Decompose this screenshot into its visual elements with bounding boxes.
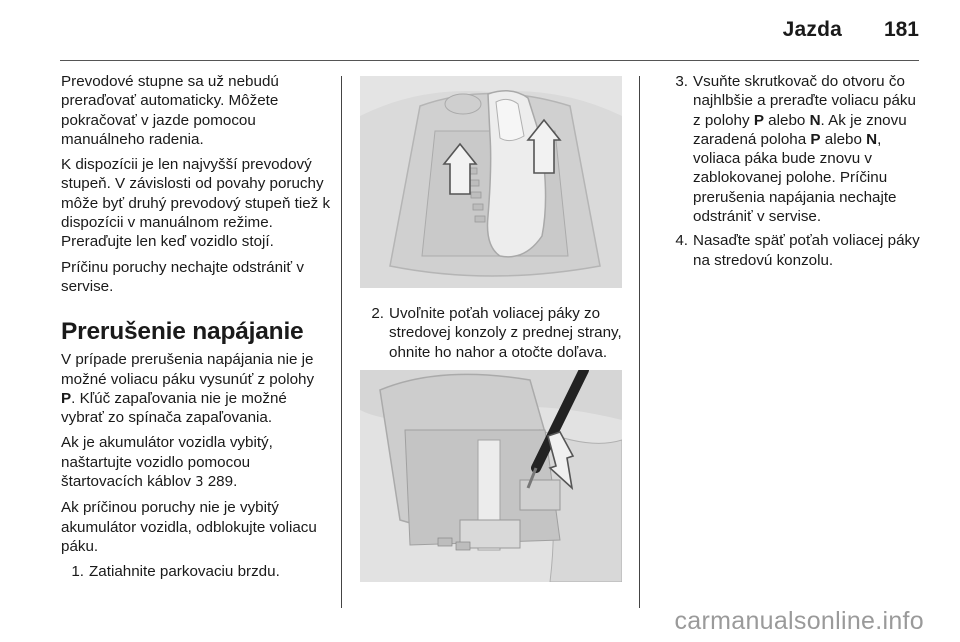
step-3: 3. Vsuňte skrutkovač do otvoru čo najhlbšie a preraďte voliacu páku z polohy P alebo N. Ak je znovu zaradená poloha P alebo N, voliaca páka bude znovu v zablokovanej polohe. Príčinu prerušenia napájania nechajte odstrániť v servise. — [675, 73, 916, 226]
figure-screwdriver — [360, 370, 622, 582]
column-divider-1 — [341, 76, 342, 608]
column-3 — [664, 72, 926, 275]
step-2: 2. Uvoľnite poťah voliacej páky zo stredovej konzoly z prednej strany, ohnite ho nahor a otočte doľava. — [371, 305, 622, 361]
page-number: 181 — [883, 18, 919, 41]
section-heading: Prerušenie napájanie — [61, 318, 304, 346]
step-1: 1. Zatiahnite parkovaciu brzdu. — [71, 563, 280, 581]
step-4: 4. Nasaďte späť poťah voliacej páky na stredovú konzolu. — [675, 232, 920, 269]
column-divider-2 — [639, 76, 640, 608]
page-header — [0, 0, 960, 62]
page-reference-icon: 3 — [195, 475, 204, 491]
paragraph-service: Príčinu poruchy nechajte odstrániť v servise. — [61, 258, 304, 295]
paragraph-power-interruption: V prípade prerušenia napájania nie je možné voliacu páku vysunúť z polohy P. Kľúč zapaľovania nie je možné vybrať zo spínača zapaľovania. — [61, 351, 315, 427]
watermark: carmanualsonline.info — [674, 607, 924, 635]
paragraph-unlock: Ak príčinou poruchy nie je vybitý akumulátor vozidla, odblokujte voliacu páku. — [61, 499, 317, 555]
header-rule — [60, 60, 919, 61]
column-2 — [360, 76, 622, 582]
paragraph-manual-shifting: Prevodové stupne sa už nebudú preraďovať automaticky. Môžete pokračovať v jazde pomocou manuálneho radenia. — [61, 73, 279, 148]
figure-selector-lever — [360, 76, 622, 288]
chapter-title: Jazda — [782, 18, 842, 41]
column-1 — [61, 72, 331, 587]
paragraph-gear-availability: K dispozícii je len najvyšší prevodový stupeň. V závislosti od povahy poruchy môže byť druhý prevodový stupeň tiež k dispozícii v manuálnom režime. Preraďujte len keď vozidlo stojí. — [61, 156, 331, 251]
paragraph-battery: Ak je akumulátor vozidla vybitý, naštartujte vozidlo pomocou štartovacích káblov 3 289. — [61, 434, 273, 491]
